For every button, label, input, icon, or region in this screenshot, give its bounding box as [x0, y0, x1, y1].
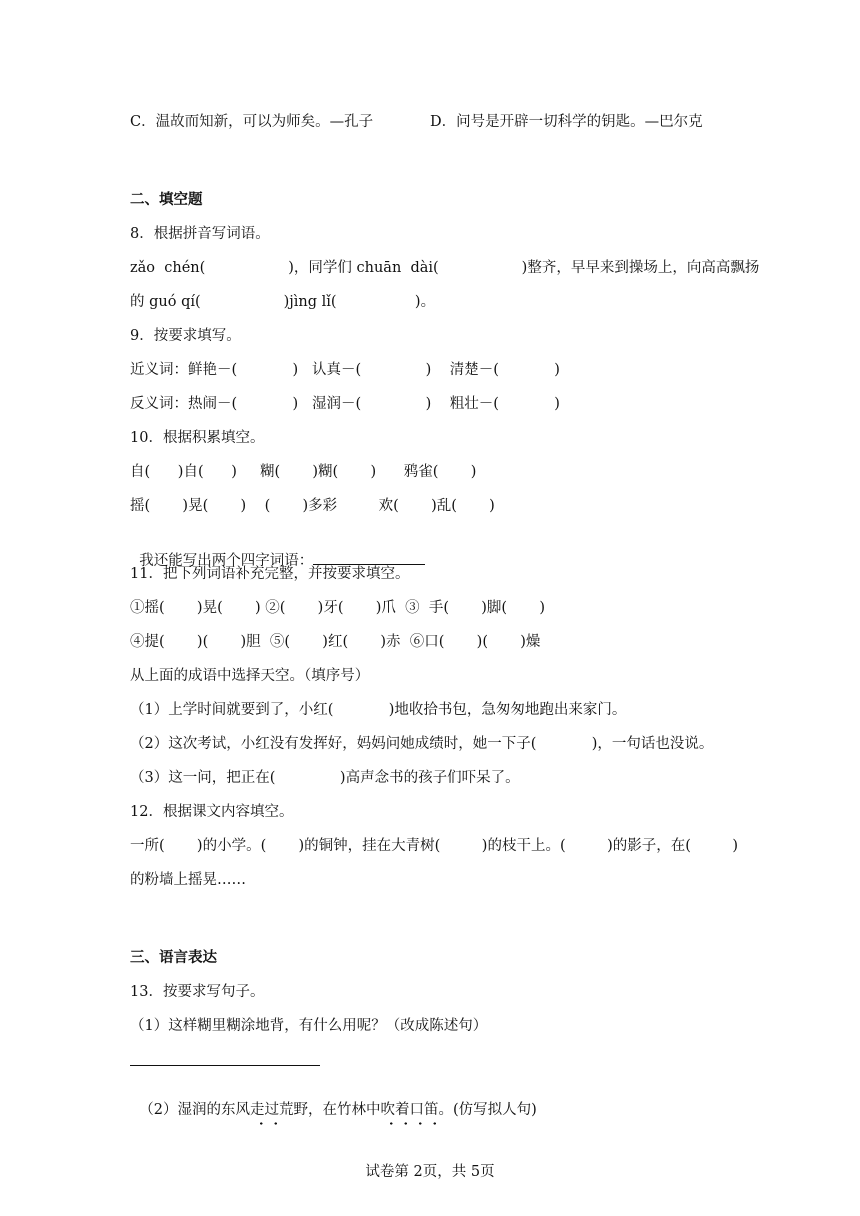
q13-sub-2-a: （2）湿润的东风 [139, 1102, 250, 1118]
q13-stem: 13．按要求写句子。 [130, 984, 265, 1000]
q10-stem: 10．根据积累填空。 [130, 430, 265, 446]
q11-sub-2: （2）这次考试，小红没有发挥好，妈妈问她成绩时，她一下子( )，一句话也没说。 [130, 736, 714, 752]
q10-line-2: 摇( )晃( ) ( )多彩 欢( )乱( ) [130, 498, 495, 514]
q11-stem: 11．把下列词语补充完整，并按要求填空。 [130, 566, 410, 582]
q10-line-3-prefix: 我还能写出两个四字词语： [139, 553, 314, 569]
q12-stem: 12．根据课文内容填空。 [130, 804, 294, 820]
emphasis-walk: 走过 [249, 1102, 279, 1118]
q13-sub-2-c: 荒野，在竹林中 [278, 1102, 381, 1118]
option-c: C．温故而知新，可以为师矣。—孔子 [130, 114, 374, 130]
q13-answer-line[interactable] [130, 1064, 320, 1066]
q8-stem: 8．根据拼音写词语。 [130, 226, 270, 242]
option-d: D．问号是开辟一切科学的钥匙。—巴尔克 [430, 114, 703, 130]
q13-sub-2-e: 。(仿写拟人句) [438, 1102, 537, 1118]
q12-line-2: 的粉墙上摇晃…… [130, 872, 246, 888]
q13-sub-1: （1）这样糊里糊涂地背，有什么用呢？（改成陈述句） [130, 1018, 488, 1034]
section-3-title: 三、语言表达 [130, 949, 217, 966]
q12-line-1: 一所( )的小学。( )的铜钟，挂在大青树( )的枝干上。( )的影子，在( ) [130, 838, 739, 854]
section-2-title: 二、填空题 [130, 191, 203, 208]
q13-sub-2 [130, 1080, 537, 1120]
q11-line-1: ①摇( )晃( ) ②( )牙( )爪 ③ 手( )脚( ) [130, 600, 546, 616]
q9-synonyms: 近义词：鲜艳－( ) 认真－( ) 清楚－( ) [130, 362, 560, 378]
q11-line-2: ④提( )( )胆 ⑤( )红( )赤 ⑥口( )( )燥 [130, 634, 541, 650]
page-footer: 试卷第 2页，共 5页 [365, 1164, 495, 1180]
q8-line-2: 的 guó qí( )jìng lǐ( )。 [130, 294, 436, 310]
q9-antonyms: 反义词：热闹－( ) 湿润－( ) 粗壮－( ) [130, 396, 560, 412]
q11-sub-3: （3）这一问，把正在( )高声念书的孩子们吓呆了。 [130, 770, 520, 786]
q8-line-1: zǎo chén( )，同学们 chuān dài( )整齐，早早来到操场上，向高高飘扬 [130, 260, 760, 276]
q9-stem: 9．按要求填写。 [130, 328, 241, 344]
q11-instruction: 从上面的成语中选择天空。（填序号） [130, 668, 370, 684]
answer-blank[interactable] [313, 550, 425, 565]
q11-sub-1: （1）上学时间就要到了，小红( )地收拾书包，急匆匆地跑出来家门。 [130, 702, 627, 718]
emphasis-flute: 吹着口笛 [380, 1102, 439, 1118]
q10-line-1: 自( )自( ) 糊( )糊( ) 鸦雀( ) [130, 464, 477, 480]
